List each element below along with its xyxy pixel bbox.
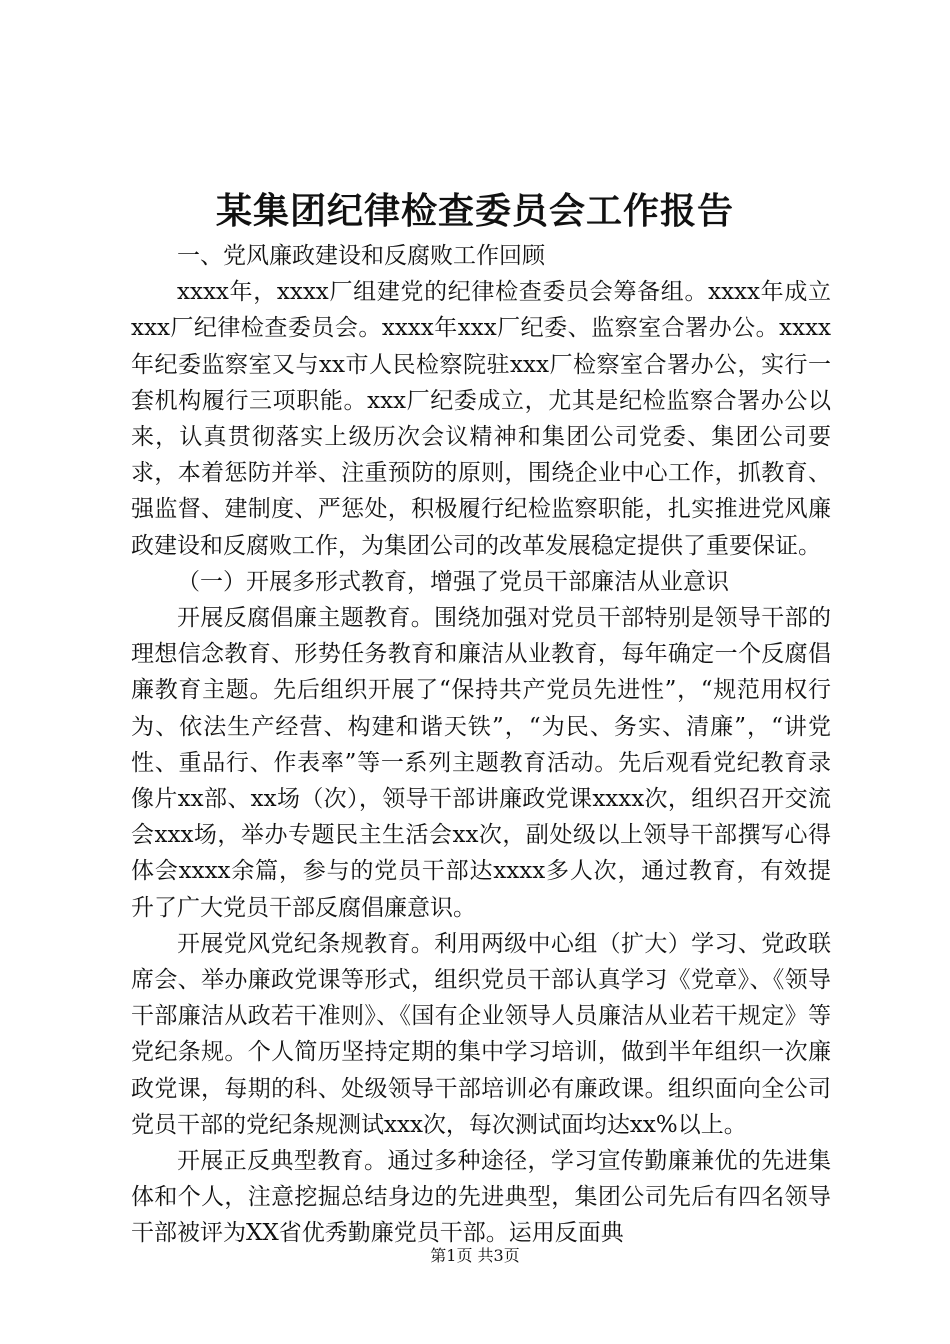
page-footer: 第1页 共3页 xyxy=(430,1246,520,1265)
body-paragraph: xxxx年，xxxx厂组建党的纪律检查委员会筹备组。xxxx年成立xxx厂纪律检查委员会。xxxx年xxx厂纪委、监察室合署办公。xxxx年纪委监察室又与xx市人民检察院驻xxx厂检察室合署办公，实行一套机构履行三项职能。xxx厂纪委成立，尤其是纪检监察合署办公以来，认真贯彻落实上级历次会议精神和集团公司党委、集团公司要求，本着惩防并举、注重预防的原则，围绕企业中心工作，抓教育、强监督、建制度、严惩处，积极履行纪检监察职能，扎实推进党风廉政建设和反腐败工作，为集团公司的改革发展稳定提供了重要保证。 xyxy=(131,279,831,559)
document-body xyxy=(131,238,831,1252)
subsection-heading: （一）开展多形式教育，增强了党员干部廉洁从业意识 xyxy=(177,568,729,595)
body-paragraph: 开展党风党纪条规教育。利用两级中心组（扩大）学习、党政联席会、举办廉政党课等形式，组织党员干部认真学习《党章》、《领导干部廉洁从政若干准则》、《国有企业领导人员廉洁从业若干规定》等党纪条规。个人简历坚持定期的集中学习培训，做到半年组织一次廉政党课，每期的科、处级领导干部培训必有廉政课。组织面向全公司党员干部的党纪条规测试xxx次，每次测试面均达xx%以上。 xyxy=(131,930,831,1138)
section-heading: 一、党风廉政建设和反腐败工作回顾 xyxy=(177,243,545,269)
document-title: 某集团纪律检查委员会工作报告 xyxy=(215,190,734,232)
body-paragraph: 开展反腐倡廉主题教育。围绕加强对党员干部特别是领导干部的理想信念教育、形势任务教育和廉洁从业教育，每年确定一个反腐倡廉教育主题。先后组织开展了“保持共产党员先进性”，“规范用权行为、依法生产经营、构建和谐天铁”，“为民、务实、清廉”，“讲党性、重品行、作表率”等一系列主题教育活动。先后观看党纪教育录像片xx部、xx场（次），领导干部讲廉政党课xxxx次，组织召开交流会xxx场，举办专题民主生活会xx次，副处级以上领导干部撰写心得体会xxxx余篇，参与的党员干部达xxxx多人次，通过教育，有效提升了广大党员干部反腐倡廉意识。 xyxy=(131,605,831,921)
body-paragraph: 开展正反典型教育。通过多种途径，学习宣传勤廉兼优的先进集体和个人，注意挖掘总结身边的先进典型，集团公司先后有四名领导干部被评为XX省优秀勤廉党员干部。运用反面典 xyxy=(131,1148,831,1247)
